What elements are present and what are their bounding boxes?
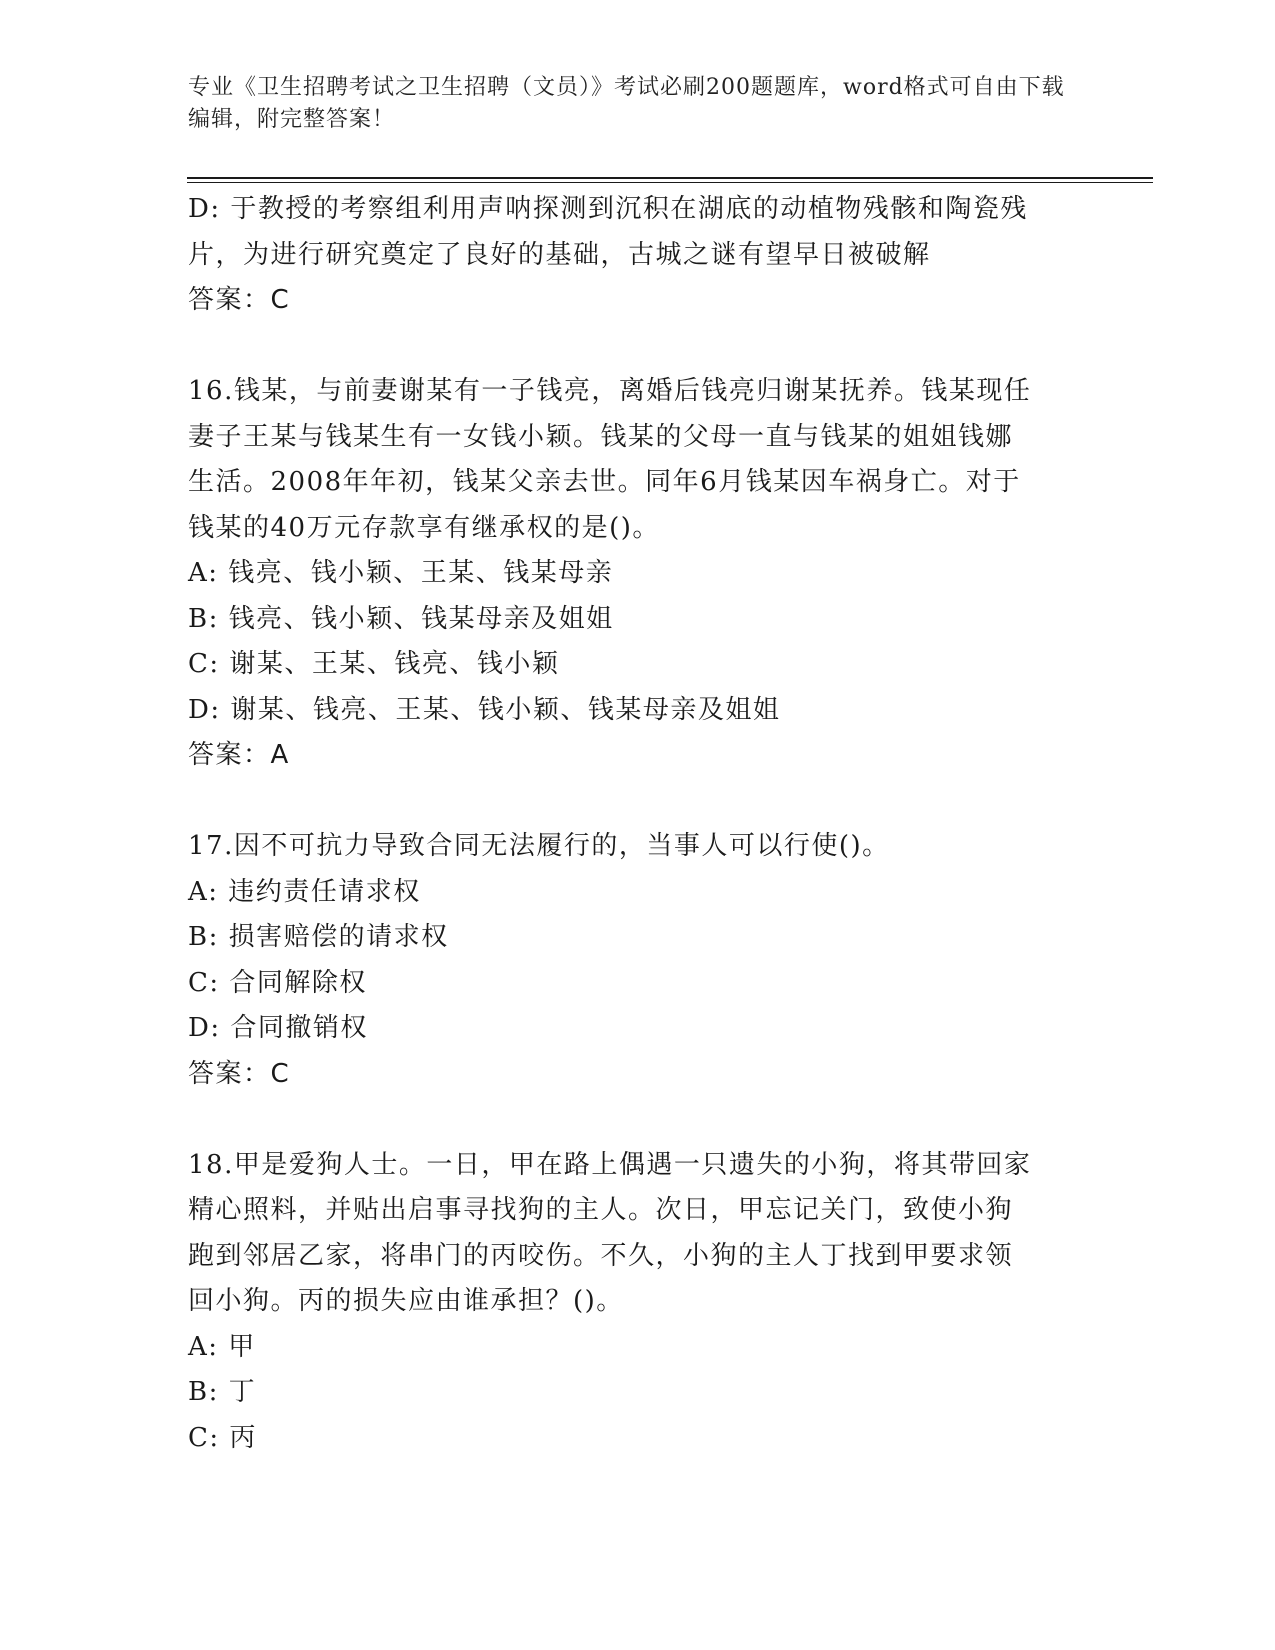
page-header: 专业《卫生招聘考试之卫生招聘（文员）》考试必刷200题题库，word格式可自由下载编辑，附完整答案！ xyxy=(188,75,1065,132)
option-d: D: 谢某、钱亮、王某、钱小颖、钱某母亲及姐姐 xyxy=(188,694,781,725)
document-body xyxy=(188,187,1088,1461)
option-c: C: 丙 xyxy=(188,1422,257,1453)
option-b: B: 钱亮、钱小颖、钱某母亲及姐姐 xyxy=(188,603,614,634)
question-text: 18.甲是爱狗人士。一日，甲在路上偶遇一只遗失的小狗，将其带回家 xyxy=(188,1149,1032,1180)
spacer xyxy=(188,779,1088,825)
header-divider-thick xyxy=(187,177,1153,179)
question-text: 生活。2008年年初，钱某父亲去世。同年6月钱某因车祸身亡。对于 xyxy=(188,467,1021,497)
question-text: 钱某的40万元存款享有继承权的是()。 xyxy=(188,512,660,543)
answer: 答案：C xyxy=(188,1058,291,1089)
option-b: B: 丁 xyxy=(188,1377,257,1407)
option-b: B: 损害赔偿的请求权 xyxy=(188,922,449,952)
question-16 xyxy=(188,369,1088,779)
option-a: A: 违约责任请求权 xyxy=(188,876,421,907)
question-text: 精心照料，并贴出启事寻找狗的主人。次日，甲忘记关门，致使小狗 xyxy=(188,1195,1014,1225)
spacer xyxy=(188,324,1088,370)
question-text: 妻子王某与钱某生有一女钱小颖。钱某的父母一直与钱某的姐姐钱娜 xyxy=(188,421,1014,452)
question-text: 17.因不可抗力导致合同无法履行的，当事人可以行使()。 xyxy=(188,831,890,861)
option-a: A: 钱亮、钱小颖、王某、钱某母亲 xyxy=(188,558,614,588)
option-d: D: 于教授的考察组利用声呐探测到沉积在湖底的动植物残骸和陶瓷残 xyxy=(188,194,1028,224)
option-c: C: 合同解除权 xyxy=(188,967,367,998)
option-d-continued: 片，为进行研究奠定了良好的基础，古城之谜有望早日被破解 xyxy=(188,239,931,270)
option-d: D: 合同撤销权 xyxy=(188,1013,368,1043)
answer: 答案：C xyxy=(188,285,291,315)
question-text: 跑到邻居乙家，将串门的丙咬伤。不久，小狗的主人丁找到甲要求领 xyxy=(188,1240,1014,1271)
option-a: A: 甲 xyxy=(188,1331,256,1362)
question-15-continued xyxy=(188,187,1088,324)
question-17 xyxy=(188,824,1088,1097)
answer: 答案：A xyxy=(188,740,290,770)
question-text: 回小狗。丙的损失应由谁承担？()。 xyxy=(188,1286,624,1316)
spacer xyxy=(188,1097,1088,1143)
header-divider-thin xyxy=(187,182,1153,183)
question-text: 16.钱某，与前妻谢某有一子钱亮，离婚后钱亮归谢某抚养。钱某现任 xyxy=(188,376,1032,406)
option-c: C: 谢某、王某、钱亮、钱小颖 xyxy=(188,649,560,679)
question-18 xyxy=(188,1143,1088,1462)
